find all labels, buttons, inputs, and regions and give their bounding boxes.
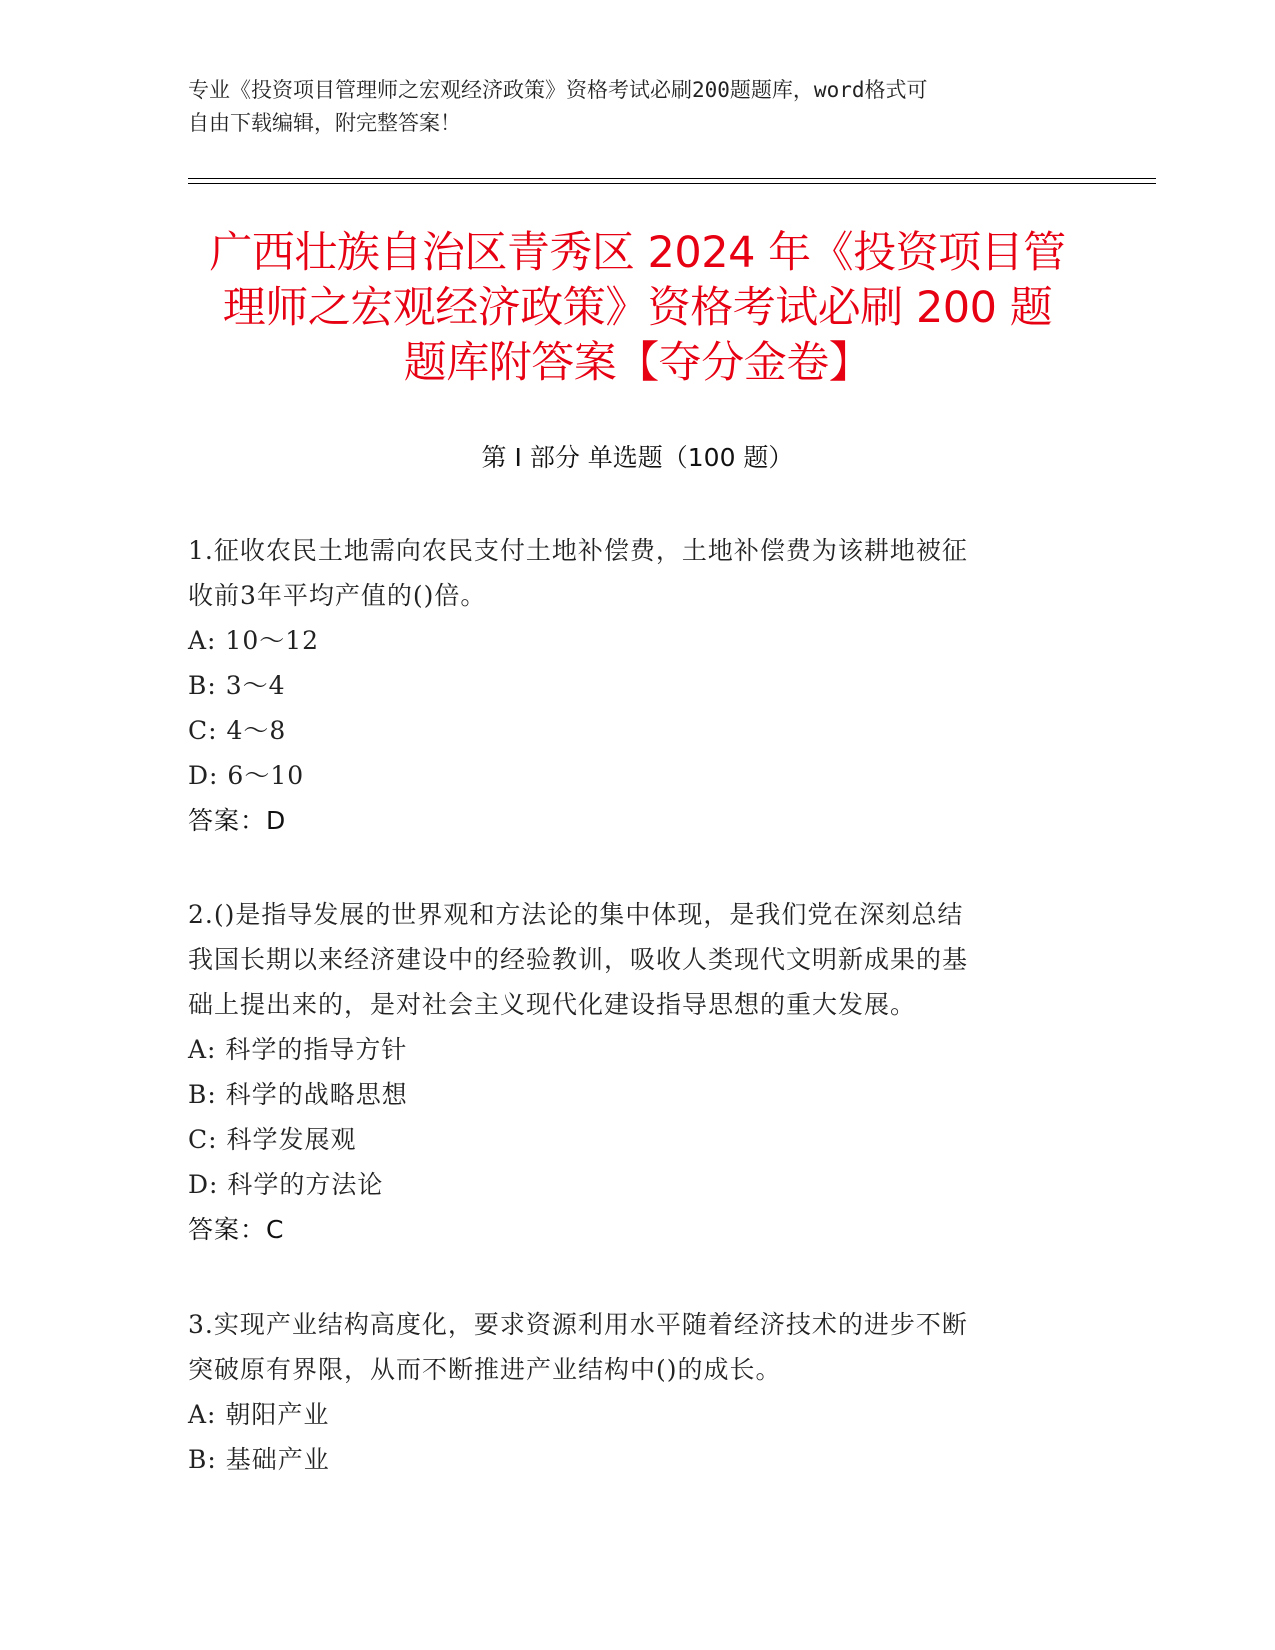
option-d: D: 6～10 [188,761,305,790]
answer: 答案：C [188,1215,285,1244]
header-note-line-1: 专业《投资项目管理师之宏观经济政策》资格考试必刷200题题库，word格式可 [188,78,928,102]
header-note-line-2: 自由下载编辑，附完整答案！ [188,111,461,135]
header-divider-top [188,178,1156,179]
question-2 [188,892,1068,1252]
question-stem-line: 收前3年平均产值的()倍。 [188,581,487,610]
section-heading: 第 I 部分 单选题（100 题） [481,443,794,472]
answer: 答案：D [188,806,287,835]
option-a: A: 10～12 [188,626,320,655]
option-b: B: 基础产业 [188,1445,330,1474]
document-title-line-2: 理师之宏观经济政策》资格考试必刷 200 题 [222,283,1053,333]
question-stem-line: 础上提出来的，是对社会主义现代化建设指导思想的重大发展。 [188,990,917,1019]
header-divider-bottom [188,183,1156,184]
option-d: D: 科学的方法论 [188,1170,384,1199]
option-b: B: 3～4 [188,671,286,700]
question-stem-line: 1.征收农民土地需向农民支付土地补偿费，土地补偿费为该耕地被征 [188,536,968,565]
question-stem-line: 突破原有界限，从而不断推进产业结构中()的成长。 [188,1355,782,1384]
question-1 [188,528,1068,843]
question-stem-line: 我国长期以来经济建设中的经验教训，吸收人类现代文明新成果的基 [188,945,969,974]
document-title [150,226,1125,391]
option-a: A: 科学的指导方针 [188,1035,408,1064]
option-c: C: 科学发展观 [188,1125,357,1154]
question-3 [188,1302,1068,1482]
document-title-line-1: 广西壮族自治区青秀区 2024 年《投资项目管 [209,228,1066,278]
document-title-line-3: 题库附答案【夺分金卷】 [403,338,872,388]
option-a: A: 朝阳产业 [188,1400,330,1429]
question-stem-line: 2.()是指导发展的世界观和方法论的集中体现，是我们党在深刻总结 [188,900,964,929]
option-c: C: 4～8 [188,716,287,745]
header-note [188,74,1088,140]
option-b: B: 科学的战略思想 [188,1080,408,1109]
question-stem-line: 3.实现产业结构高度化，要求资源利用水平随着经济技术的进步不断 [188,1310,968,1339]
